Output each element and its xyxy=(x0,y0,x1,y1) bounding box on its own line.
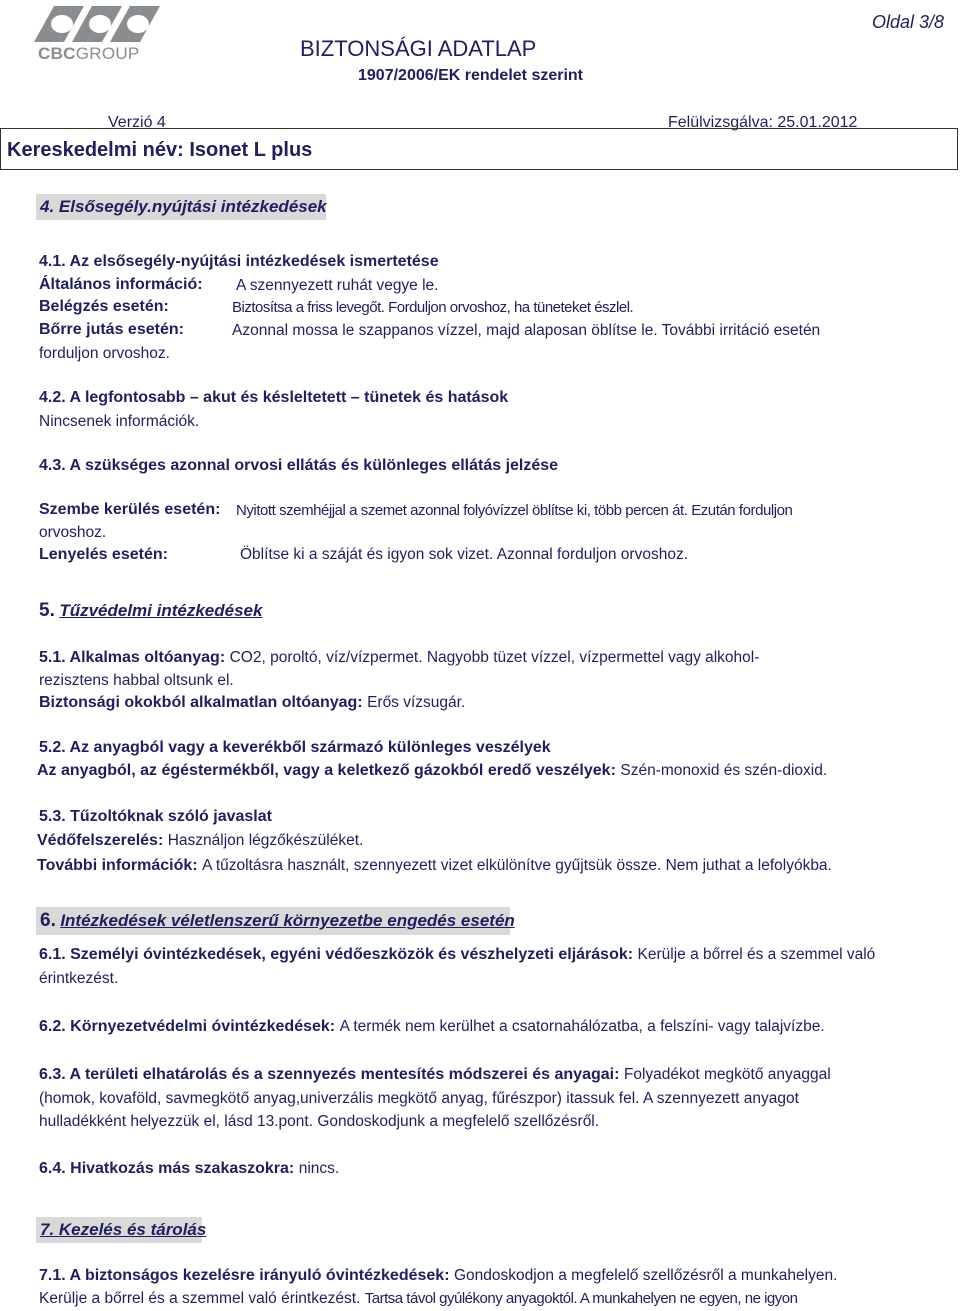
s53-title: 5.3. Tűzoltóknak szóló javaslat xyxy=(39,808,272,825)
more-info-label: További információk: xyxy=(37,857,198,874)
inhalation-text: Biztosítsa a friss levegőt. Forduljon orvoshoz, ha tüneteket észlel. xyxy=(232,299,634,316)
s63-text-cont: (homok, kovaföld, savmegkötő anyag,univerzális megkötő anyag, fűrészpor) itassuk fel. A szennyezett anyagot xyxy=(39,1090,799,1107)
trade-name-box xyxy=(0,128,958,170)
s71-text-cont: Kerülje a bőrrel és a szemmel való érintkezést. xyxy=(39,1290,361,1307)
s61-text-cont: érintkezést. xyxy=(39,970,119,987)
s71-text: Gondoskodjon a megfelelő szellőzésről a munkahelyen. xyxy=(453,1267,838,1284)
s71-text-cont2: Tartsa távol gyúlékony anyagoktól. A munkahelyen ne egyen, ne igyon xyxy=(364,1290,798,1307)
unsuitable-label: Biztonsági okokból alkalmatlan oltóanyag: xyxy=(39,694,363,711)
s42-text: Nincsenek információk. xyxy=(39,413,200,430)
s63-text-cont2: hulladékként helyezzük el, lásd 13.pont. Gondoskodjunk a megfelelő szellőzésről. xyxy=(39,1113,600,1130)
section-5-heading xyxy=(39,600,262,622)
s52-line xyxy=(37,762,827,780)
s62-text: A termék nem kerülhet a csatornahálózatba, a felszíni- vagy talajvízbe. xyxy=(339,1018,825,1035)
ingestion-text: Öblítse ki a száját és igyon sok vizet. Azonnal forduljon orvoshoz. xyxy=(240,546,689,563)
section-4-number: 4. xyxy=(40,197,55,216)
s51-text-cont: rezisztens habbal oltsunk el. xyxy=(39,672,234,689)
eye-contact-text-cont: orvoshoz. xyxy=(39,524,107,541)
section-5-number: 5. xyxy=(39,600,55,621)
ppe-label: Védőfelszerelés: xyxy=(37,832,164,849)
s51-line xyxy=(39,649,759,667)
general-info-label: Általános információ: xyxy=(39,276,203,293)
s61-text: Kerülje a bőrrel és a szemmel való xyxy=(637,946,876,963)
skin-contact-text: Azonnal mossa le szappanos vízzel, majd alaposan öblítse le. További irritáció esetén xyxy=(232,322,821,339)
s64-line xyxy=(39,1160,339,1178)
s61-label: 6.1. Személyi óvintézkedések, egyéni védőeszközök és vészhelyzeti eljárások: xyxy=(39,946,634,963)
document-subtitle: 1907/2006/EK rendelet szerint xyxy=(358,67,584,84)
skin-contact-text-cont: forduljon orvoshoz. xyxy=(39,345,170,362)
s71-line-2 xyxy=(39,1290,797,1308)
page-number: Oldal 3/8 xyxy=(872,12,945,32)
s64-label: 6.4. Hivatkozás más szakaszokra: xyxy=(39,1160,295,1177)
s51-text: CO2, poroltó, víz/vízpermet. Nagyobb tüzet vízzel, vízpermettel vagy alkohol- xyxy=(229,649,760,666)
version-label: Verzió 4 xyxy=(108,114,166,131)
s63-text: Folyadékot megkötő anyaggal xyxy=(623,1066,831,1083)
eye-contact-label: Szembe kerülés esetén: xyxy=(39,501,221,518)
s43-title: 4.3. A szükséges azonnal orvosi ellátás és különleges ellátás jelzése xyxy=(39,457,559,474)
s52-title: 5.2. Az anyagból vagy a keverékből származó különleges veszélyek xyxy=(39,739,551,756)
more-info-line xyxy=(37,857,832,875)
s52-text: Szén-monoxid és szén-dioxid. xyxy=(620,762,828,779)
section-4-heading xyxy=(36,194,326,220)
logo-text: CBCGROUP xyxy=(38,44,140,63)
s64-text: nincs. xyxy=(298,1160,340,1177)
skin-contact-label: Bőrre jutás esetén: xyxy=(39,321,184,338)
unsuitable-line xyxy=(39,694,465,712)
section-6-heading xyxy=(36,907,515,935)
revision-date: Felülvizsgálva: 25.01.2012 xyxy=(668,114,858,131)
inhalation-label: Belégzés esetén: xyxy=(39,298,169,315)
s63-line xyxy=(39,1066,831,1084)
s61-line xyxy=(39,946,875,964)
section-5-title: Tűzvédelmi intézkedések xyxy=(59,601,263,620)
section-7-heading: 7. Kezelés és tárolás xyxy=(36,1217,202,1243)
cbc-logo-icon xyxy=(14,2,164,46)
section-6-number: 6. xyxy=(40,910,56,931)
s71-line xyxy=(39,1267,837,1285)
section-4-title: Elsősegély.nyújtási intézkedések xyxy=(58,197,327,216)
s71-label: 7.1. A biztonságos kezelésre irányuló óvintézkedések: xyxy=(39,1267,450,1284)
general-info-text: A szennyezett ruhát vegye le. xyxy=(236,277,439,294)
s52-label: Az anyagból, az égéstermékből, vagy a keletkező gázokból eredő veszélyek: xyxy=(37,762,616,779)
document-title: BIZTONSÁGI ADATLAP xyxy=(300,36,537,61)
s62-label: 6.2. Környezetvédelmi óvintézkedések: xyxy=(39,1018,336,1035)
ppe-line xyxy=(37,832,363,850)
s51-label: 5.1. Alkalmas oltóanyag: xyxy=(39,649,226,666)
ingestion-label: Lenyelés esetén: xyxy=(39,546,168,563)
ppe-text: Használjon légzőkészüléket. xyxy=(167,832,364,849)
more-info-text: A tűzoltásra használt, szennyezett vizet elkülönítve gyűjtsük össze. Nem juthat a lefolyókba. xyxy=(202,857,832,874)
trade-name: Kereskedelmi név: Isonet L plus xyxy=(7,139,313,161)
s42-title: 4.2. A legfontosabb – akut és késleltetett – tünetek és hatások xyxy=(39,389,509,406)
section-6-title: Intézkedések véletlenszerű környezetbe engedés esetén xyxy=(60,911,515,930)
s63-label: 6.3. A területi elhatárolás és a szennyezés mentesítés módszerei és anyagai: xyxy=(39,1066,620,1083)
eye-contact-text: Nyitott szemhéjjal a szemet azonnal folyóvízzel öblítse ki, több percen át. Ezután forduljon xyxy=(236,502,793,519)
unsuitable-text: Erős vízsugár. xyxy=(367,694,466,711)
s62-line xyxy=(39,1018,825,1036)
s41-title: 4.1. Az elsősegély-nyújtási intézkedések ismertetése xyxy=(39,253,439,270)
